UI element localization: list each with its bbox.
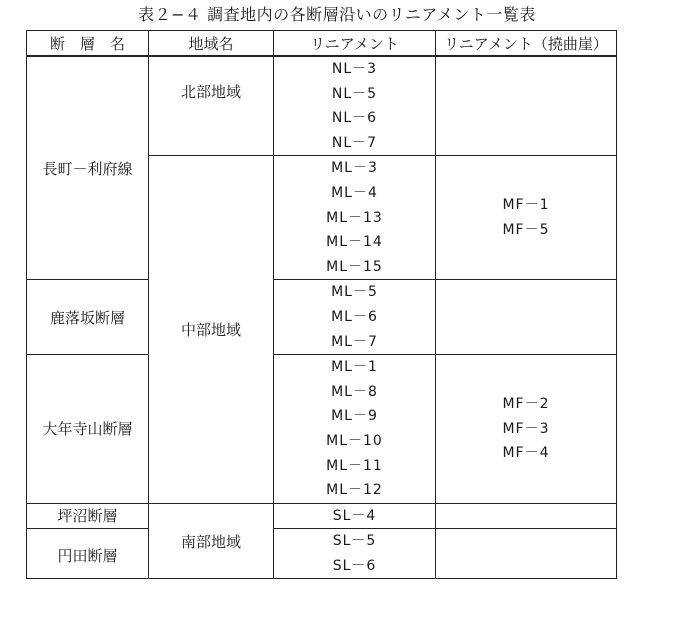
lineament-id: ML－8 bbox=[331, 383, 378, 400]
lineament-table bbox=[26, 30, 617, 579]
fault-enden: 円田断層 bbox=[27, 529, 149, 579]
lineament-id: NL－6 bbox=[331, 110, 378, 127]
flexure-cell bbox=[436, 529, 617, 579]
flexure-id: MF－3 bbox=[502, 420, 550, 437]
table-row bbox=[27, 529, 617, 579]
lineament-id: NL－5 bbox=[331, 85, 378, 102]
flexure-cell bbox=[436, 56, 617, 156]
area-central: 中部地域 bbox=[149, 156, 274, 503]
lineament-cell bbox=[274, 503, 436, 529]
fault-kaochizaka: 鹿落坂断層 bbox=[27, 280, 149, 355]
table-caption: 表２−４ 調査地内の各断層沿いのリニアメント一覧表 bbox=[138, 5, 536, 24]
table-row bbox=[27, 56, 617, 156]
lineament-id: ML－9 bbox=[331, 408, 378, 425]
lineament-id: ML－7 bbox=[331, 333, 378, 350]
lineament-id: ML－11 bbox=[326, 457, 383, 474]
table-row bbox=[27, 355, 617, 504]
lineament-cell bbox=[274, 529, 436, 579]
lineament-id: SL－4 bbox=[332, 507, 377, 524]
header-lineament: リニアメント bbox=[274, 31, 436, 57]
lineament-id: ML－10 bbox=[326, 432, 383, 449]
table-row bbox=[27, 503, 617, 529]
flexure-id: MF－2 bbox=[502, 396, 550, 413]
flexure-cell bbox=[436, 503, 617, 529]
header-area-name: 地域名 bbox=[149, 31, 274, 57]
lineament-id: ML－6 bbox=[331, 308, 378, 325]
lineament-id: NL－3 bbox=[331, 61, 378, 77]
header-row bbox=[27, 31, 617, 57]
lineament-cell bbox=[274, 355, 436, 504]
fault-dainenjiyama: 大年寺山断層 bbox=[27, 355, 149, 504]
lineament-id: ML－14 bbox=[326, 234, 383, 251]
flexure-id: MF－4 bbox=[502, 445, 550, 462]
lineament-cell bbox=[274, 156, 436, 280]
lineament-id: NL－7 bbox=[331, 134, 378, 151]
lineament-id: SL－6 bbox=[332, 557, 377, 574]
header-fault-name: 断 層 名 bbox=[27, 31, 149, 57]
lineament-cell bbox=[274, 280, 436, 355]
flexure-cell bbox=[436, 280, 617, 355]
lineament-id: SL－5 bbox=[332, 533, 377, 550]
lineament-id: ML－5 bbox=[331, 284, 378, 301]
lineament-id: ML－3 bbox=[331, 160, 378, 177]
lineament-id: ML－13 bbox=[326, 209, 383, 226]
lineament-id: ML－15 bbox=[326, 258, 383, 275]
lineament-id: ML－4 bbox=[331, 184, 378, 201]
flexure-cell bbox=[436, 156, 617, 280]
area-south: 南部地域 bbox=[149, 503, 274, 579]
header-lineament-flexure: リニアメント（撓曲崖） bbox=[436, 31, 617, 57]
lineament-cell bbox=[274, 56, 436, 156]
flexure-cell bbox=[436, 355, 617, 504]
flexure-id: MF－1 bbox=[502, 197, 550, 214]
lineament-id: ML－1 bbox=[331, 359, 378, 376]
fault-nagamachi-rifu: 長町－利府線 bbox=[27, 56, 149, 280]
flexure-id: MF－5 bbox=[502, 221, 550, 238]
table-row bbox=[27, 280, 617, 355]
lineament-id: ML－12 bbox=[326, 482, 383, 499]
fault-tsubonuma: 坪沼断層 bbox=[27, 503, 149, 529]
area-north: 北部地域 bbox=[149, 56, 274, 156]
